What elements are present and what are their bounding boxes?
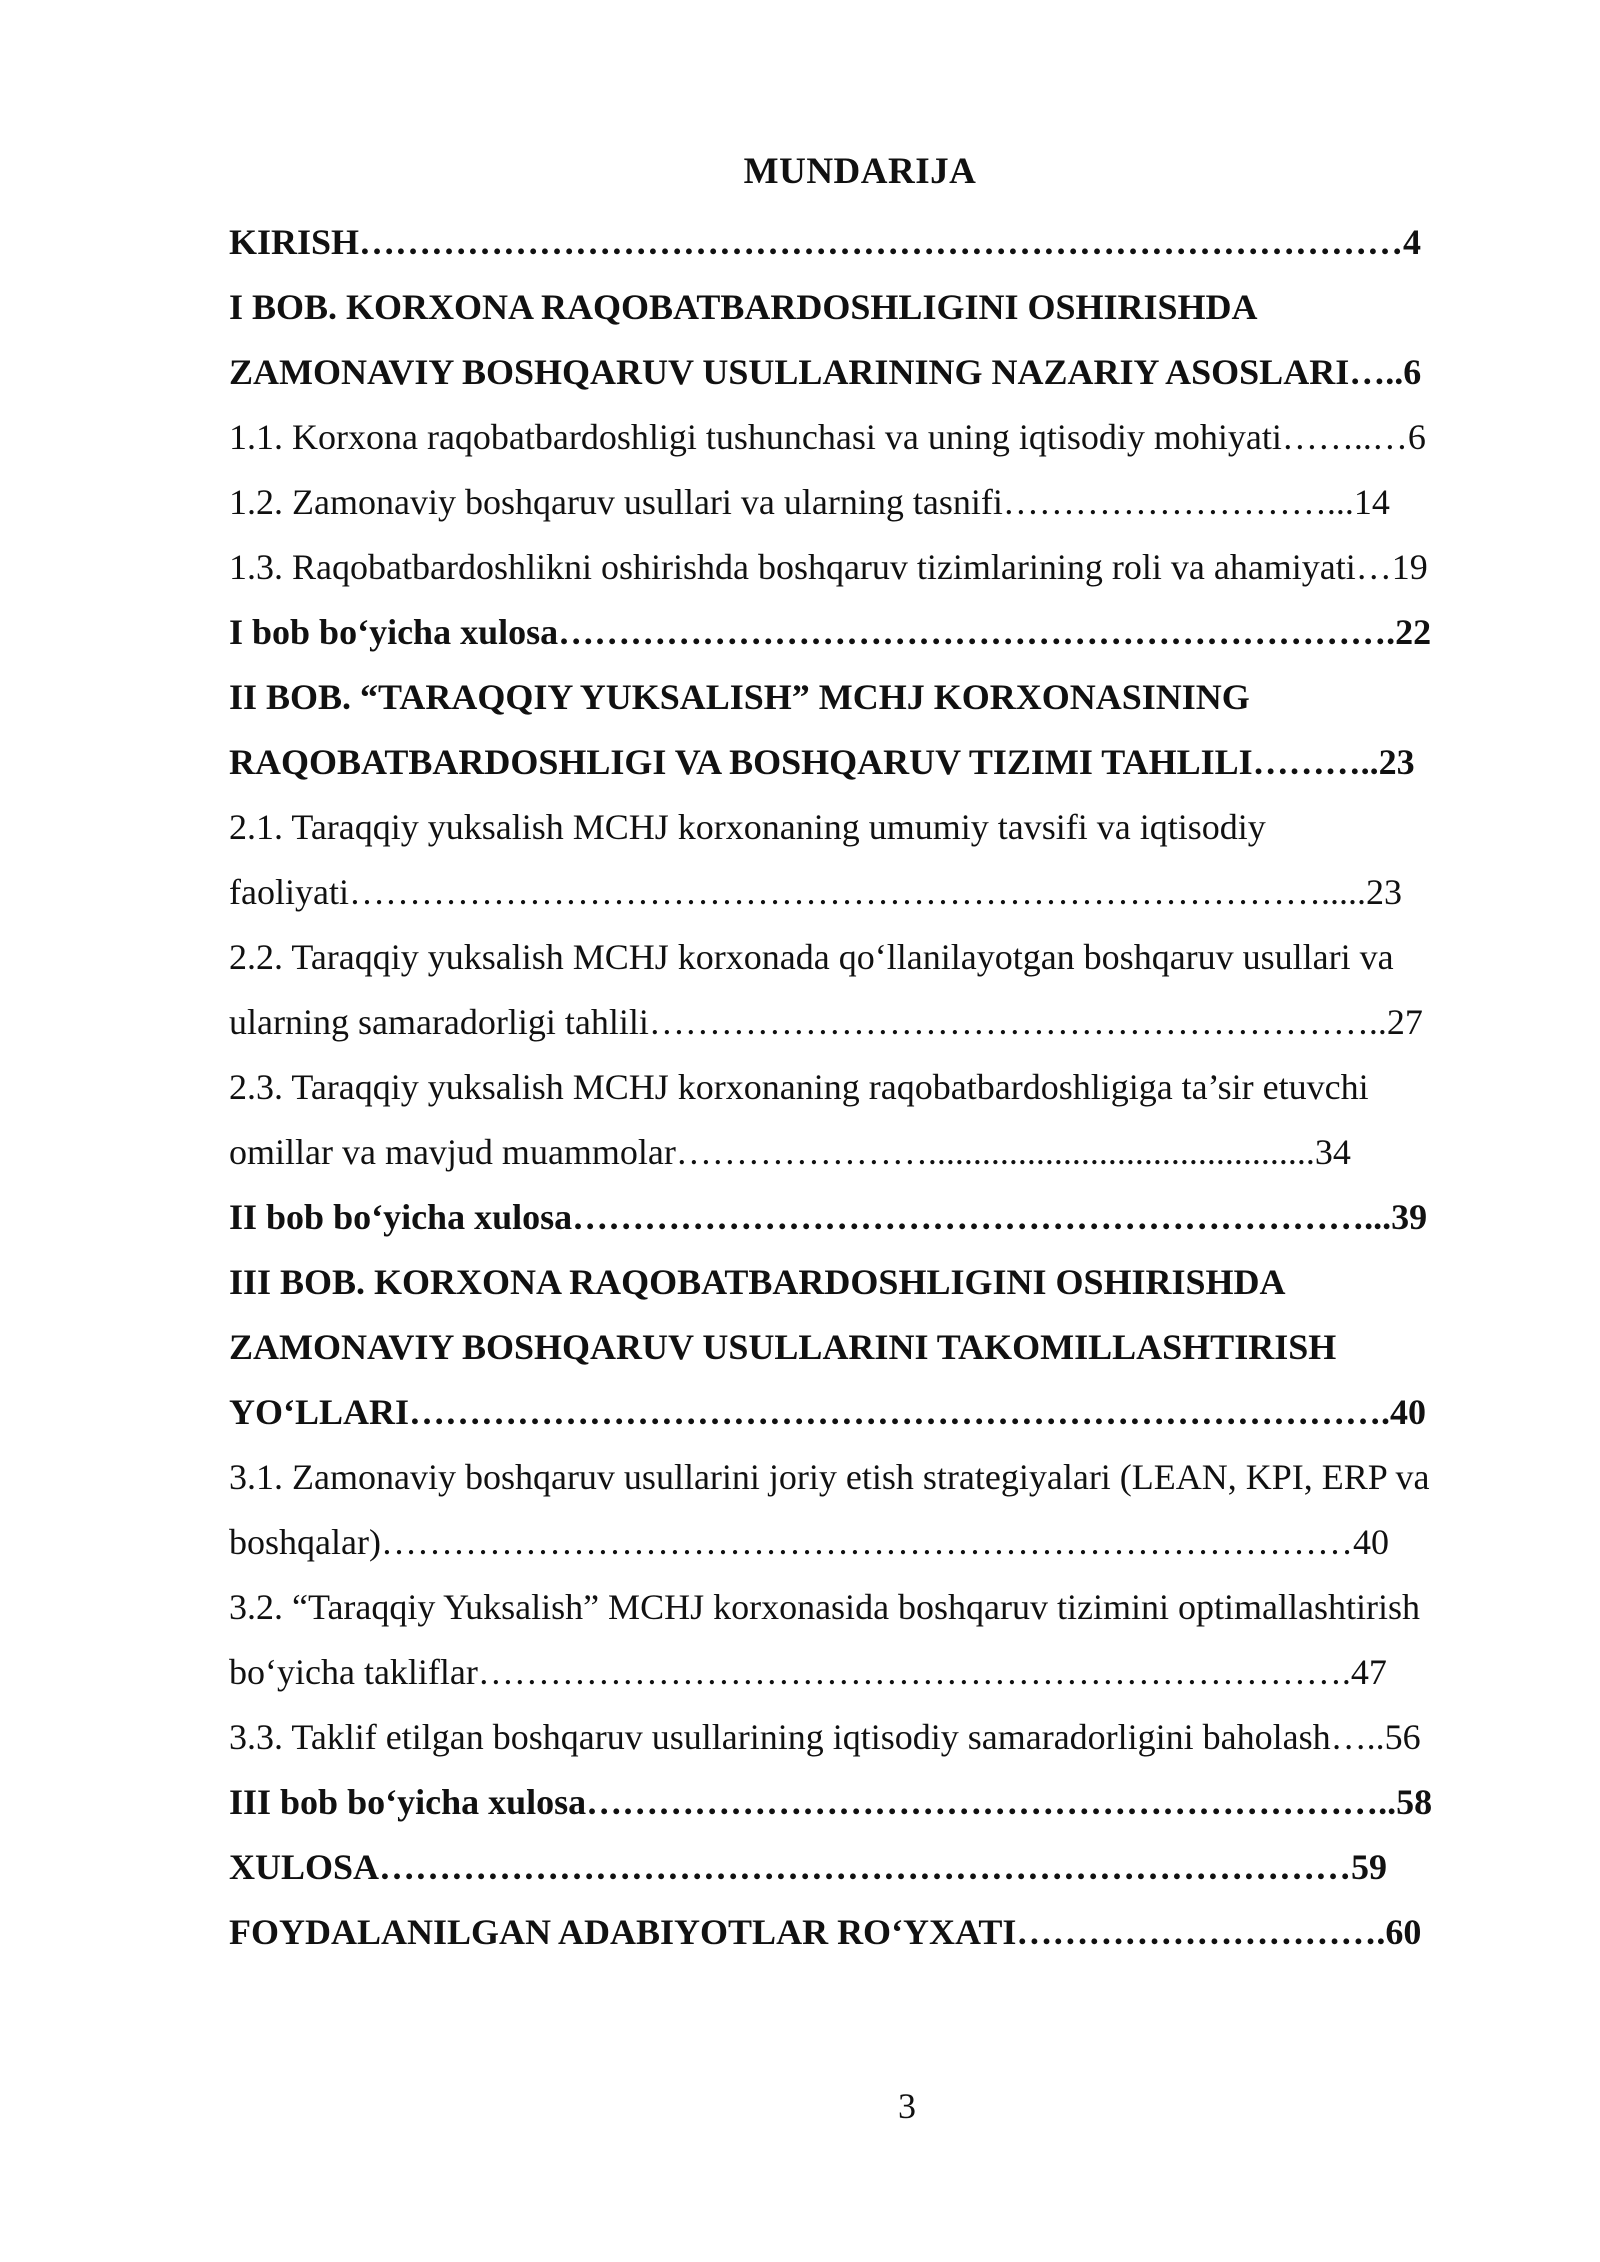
document-title: MUNDARIJA [743,151,977,192]
toc-entry-references: FOYDALANILGAN ADABIYOTLAR RO‘YXATI………………………….60 [229,1912,1422,1952]
toc-section-2-1-line-1: 2.1. Taraqqiy yuksalish MCHJ korxonaning umumiy tavsifi va iqtisodiy [229,807,1266,847]
toc-section-2-3-line-1: 2.3. Taraqqiy yuksalish MCHJ korxonaning raqobatbardoshligiga ta’sir etuvchi [229,1067,1369,1107]
toc-section-3-1-line-1: 3.1. Zamonaviy boshqaruv usullarini joriy etish strategiyalari (LEAN, KPI, ERP va [229,1457,1430,1497]
toc-chapter-3-heading-line-2: ZAMONAVIY BOSHQARUV USULLARINI TAKOMILLASHTIRISH [229,1327,1337,1367]
toc-section-1-3: 1.3. Raqobatbardoshlikni oshirishda boshqaruv tizimlarining roli va ahamiyati…19 [229,547,1428,587]
toc-chapter-2-heading-line-1: II BOB. “TARAQQIY YUKSALISH” MCHJ KORXONASINING [229,677,1250,717]
toc-chapter-3-heading-line-3: YO‘LLARI……………………………………………………………………….40 [229,1392,1427,1432]
toc-chapter-3-conclusion: III bob bo‘yicha xulosa…………………………………………………………..58 [229,1782,1433,1822]
toc-section-3-1-line-2: boshqalar)………………………………………………………………………40 [229,1522,1389,1562]
toc-section-2-2-line-1: 2.2. Taraqqiy yuksalish MCHJ korxonada qo‘llanilayotgan boshqaruv usullari va [229,937,1394,977]
page-number: 3 [898,2086,916,2126]
toc-section-3-2-line-2: bo‘yicha takliflar……………………………………………………………….47 [229,1652,1387,1692]
toc-chapter-1-heading-line-2: ZAMONAVIY BOSHQARUV USULLARINING NAZARIY ASOSLARI…..6 [229,352,1422,392]
toc-chapter-2-heading-line-2: RAQOBATBARDOSHLIGI VA BOSHQARUV TIZIMI TAHLILI………..23 [229,742,1415,782]
toc-entry-kirish: KIRISH……………………………………………………………………………4 [229,222,1422,262]
toc-section-2-2-line-2: ularning samaradorligi tahlili……………………………………………………..27 [229,1002,1423,1042]
toc-chapter-1-conclusion: I bob bo‘yicha xulosa…………………………………………………………….22 [229,612,1432,652]
toc-section-2-3-line-2: omillar va mavjud muammolar…………………...........................................34 [229,1132,1351,1172]
toc-section-1-1: 1.1. Korxona raqobatbardoshligi tushunchasi va uning iqtisodiy mohiyati……..…6 [229,417,1426,457]
table-of-contents [229,210,1492,1965]
toc-section-3-2-line-1: 3.2. “Taraqqiy Yuksalish” MCHJ korxonasida boshqaruv tizimini optimallashtirish [229,1587,1420,1627]
toc-chapter-3-heading-line-1: III BOB. KORXONA RAQOBATBARDOSHLIGINI OSHIRISHDA [229,1262,1286,1302]
toc-section-2-1-line-2: faoliyati……………………………………………………………………….....23 [229,872,1402,912]
toc-section-1-2: 1.2. Zamonaviy boshqaruv usullari va ularning tasnifi………………………...14 [229,482,1390,522]
toc-entry-xulosa: XULOSA………………………………………………………………………59 [229,1847,1388,1887]
toc-chapter-1-heading-line-1: I BOB. KORXONA RAQOBATBARDOSHLIGINI OSHIRISHDA [229,287,1258,327]
toc-section-3-3: 3.3. Taklif etilgan boshqaruv usullarining iqtisodiy samaradorligini baholash…..56 [229,1717,1421,1757]
toc-chapter-2-conclusion: II bob bo‘yicha xulosa…………………………………………………………...39 [229,1197,1428,1237]
